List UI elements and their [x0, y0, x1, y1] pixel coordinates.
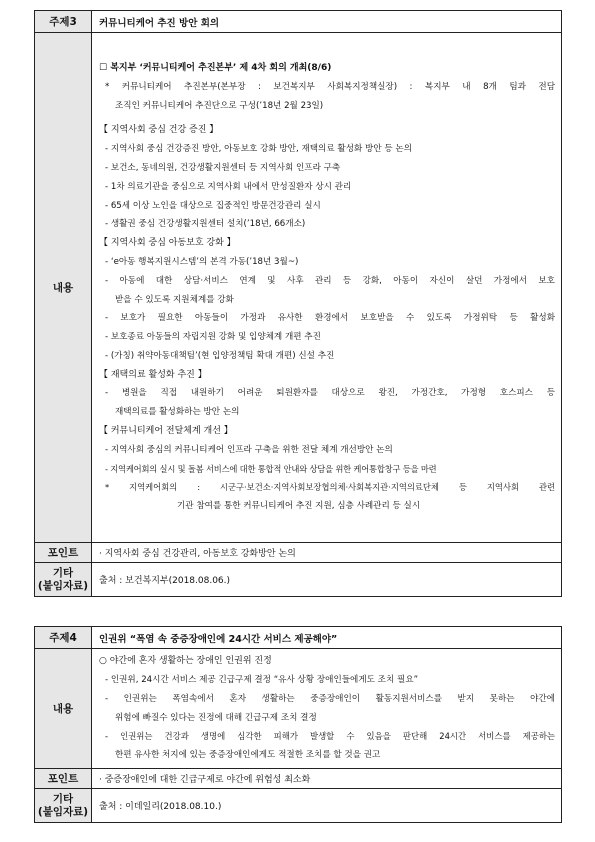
content-line: - 지역케어회의 실시 및 돌봄 서비스에 대한 통합적 안내와 상담을 위한 케어통합창구 등을 마련	[105, 463, 437, 474]
section-heading: 【 커뮤니티케어 전달체계 개선 】	[99, 426, 233, 437]
content-line: * 지역케어회의 : 시군구·보건소·지역사회보장협의체·사회복지관·지역의료단체 등 지역사회 관련	[105, 482, 555, 493]
topic4-content-label: 내용	[35, 649, 92, 769]
content-line: - 지역사회 중심의 커뮤니티케어 인프라 구축을 위한 전달 체계 개선방안 논의	[105, 444, 393, 455]
topic3-point-label: 포인트	[35, 543, 92, 563]
etc-label-bottom: (붙임자료)	[37, 805, 89, 818]
topic3-content	[92, 33, 562, 543]
content-line: 기관 참여를 통한 커뮤니티케어 추진 지원, 심층 사례관리 등 실시	[177, 501, 421, 512]
topic3-point: · 지역사회 중심 건강관리, 아동보호 강화방안 논의	[92, 543, 562, 563]
content-line: 재택의료를 활성화하는 방안 논의	[115, 407, 240, 418]
etc-label-top: 기타	[52, 566, 74, 579]
content-line: - 65세 이상 노인을 대상으로 집중적인 방문건강관리 실시	[105, 200, 321, 211]
content-line: - 보건소, 동네의원, 건강생활지원센터 등 지역사회 인프라 구축	[105, 162, 341, 173]
topic4-title: 인권위 “폭염 속 중증장애인에 24시간 서비스 제공해야”	[92, 627, 562, 649]
content-line: - 생활권 중심 건강생활지원센터 설치(’18년, 66개소)	[105, 219, 306, 230]
content-line: - 보호가 필요한 아동들이 가정과 유사한 환경에서 보호받을 수 있도록 가정위탁 등 활성화	[105, 313, 555, 324]
content-line: 한편 유사한 처지에 있는 중증장애인에게도 적절한 조치를 할 것을 권고	[115, 750, 381, 761]
topic3-title: 커뮤니티케어 추진 방안 회의	[92, 11, 562, 33]
content-line: ○ 야간에 혼자 생활하는 장애인 인권위 진정	[99, 656, 272, 667]
topic4-point: · 중증장애인에 대한 긴급구제로 야간에 위험성 최소화	[92, 769, 562, 789]
content-line: ☐ 복지부 ‘커뮤니티케어 추진본부’ 제 4차 회의 개최(8/6)	[99, 62, 332, 73]
content-line: - ‘e아동 행복지원시스템’의 본격 가동(’18년 3월~)	[105, 256, 299, 267]
content-line: * 커뮤니티케어 추진본부(본부장 : 보건복지부 사회복지정책실장) : 복지부 내 8개 팀과 전담	[105, 81, 555, 92]
section-heading: 【 재택의료 활성화 추진 】	[99, 369, 207, 380]
topic4-label: 주제4	[35, 627, 92, 649]
topic3-etc-label	[35, 563, 92, 597]
topic3-table	[34, 10, 562, 597]
topic4-etc-label	[35, 789, 92, 823]
content-line: - 지역사회 중심 건강증진 방안, 아동보호 강화 방안, 재택의료 활성화 방안 등 논의	[105, 144, 412, 155]
content-line: - (가칭) 취약아동대책팀’(현 입양정책팀 확대 개편) 신설 추진	[105, 350, 335, 361]
content-line: - 인권위는 건강과 생명에 심각한 피해가 발생할 수 있음을 판단해 24시간 서비스를 제공하는	[105, 731, 555, 742]
content-line: 조직인 커뮤니티케어 추진단으로 구성(’18년 2월 23일)	[115, 100, 324, 111]
content-line: - 인권위, 24시간 서비스 제공 긴급구제 결정 “유사 상황 장애인들에게도 조치 필요”	[105, 674, 419, 685]
content-line: - 인권위는 폭염속에서 혼자 생활하는 중증장애인이 활동지원서비스를 받지 못하는 야간에	[105, 693, 555, 704]
etc-label-top: 기타	[52, 792, 74, 805]
topic4-point-label: 포인트	[35, 769, 92, 789]
topic3-content-label: 내용	[35, 33, 92, 543]
etc-label-bottom: (붙임자료)	[37, 579, 89, 592]
content-line: - 1차 의료기관을 중심으로 지역사회 내에서 만성질환자 상시 관리	[105, 181, 352, 192]
topic4-table	[34, 626, 562, 823]
topic3-source: 출처 : 보건복지부(2018.08.06.)	[92, 563, 562, 597]
topic4-content	[92, 649, 562, 769]
content-line: 위험에 빠질수 있다는 진정에 대해 긴급구제 조치 결정	[115, 712, 317, 723]
topic3-label: 주제3	[35, 11, 92, 33]
content-line: - 아동에 대한 상담·서비스 연계 및 사후 관리 등 강화, 아동이 자신이 살던 가정에서 보호	[105, 275, 555, 286]
section-heading: 【 지역사회 중심 아동보호 강화 】	[99, 238, 236, 249]
section-heading: 【 지역사회 중심 건강 증진 】	[99, 125, 219, 136]
content-line: - 보호종료 아동들의 자립지원 강화 및 입양체계 개편 추진	[105, 332, 321, 343]
topic4-source: 출처 : 이데일리(2018.08.10.)	[92, 789, 562, 823]
content-line: - 병원을 직접 내원하기 어려운 퇴원환자를 대상으로 왕진, 가정간호, 가정형 호스피스 등	[105, 388, 555, 399]
content-line: 받을 수 있도록 지원체계를 강화	[115, 294, 234, 305]
